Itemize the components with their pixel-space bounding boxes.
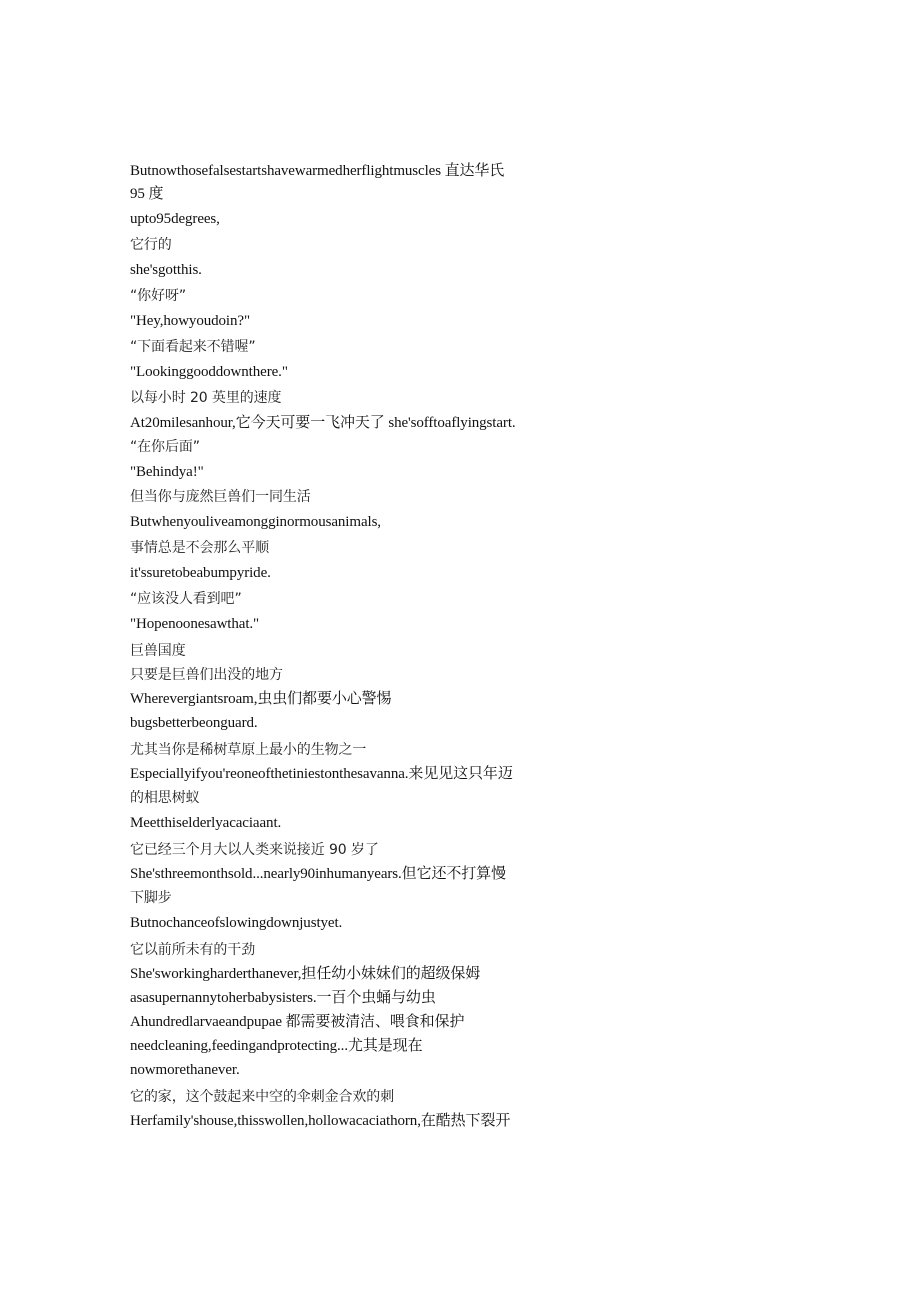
text-line: bugsbetterbeonguard. (130, 715, 258, 731)
text-line: “下面看起来不错喔” (130, 339, 256, 355)
text-line: At20milesanhour,它今天可要一飞冲天了 she'sofftoaflyingstart. (130, 415, 516, 431)
text-line: 它已经三个月大以人类来说接近 90 岁了 (130, 842, 379, 858)
text-line: 95 度 (130, 186, 164, 202)
text-line: 它的家，这个鼓起来中空的伞刺金合欢的刺 (130, 1089, 395, 1105)
text-line: "Lookinggooddownthere." (130, 364, 288, 380)
text-line: 的相思树蚁 (130, 790, 200, 806)
text-line: 它行的 (130, 237, 172, 253)
text-line: 只要是巨兽们出没的地方 (130, 667, 283, 683)
text-line: Wherevergiantsroam,虫虫们都要小心警惕 (130, 691, 392, 707)
text-line: needcleaning,feedingandprotecting...尤其是现在 (130, 1038, 423, 1054)
text-line: 尤其当你是稀树草原上最小的生物之一 (130, 742, 367, 758)
text-line: She'sthreemonthsold...nearly90inhumanyears.但它还不打算慢 (130, 866, 506, 882)
text-line: "Hey,howyoudoin?" (130, 313, 250, 329)
text-line: upto95degrees, (130, 211, 220, 227)
text-line: nowmorethanever. (130, 1062, 240, 1078)
text-line: Butnowthosefalsestartshavewarmedherflightmuscles 直达华氏 (130, 163, 505, 179)
text-line: asasupernannytoherbabysisters.一百个虫蛹与幼虫 (130, 990, 436, 1006)
text-line: 但当你与庞然巨兽们一同生活 (130, 489, 311, 505)
text-line: 事情总是不会那么平顺 (130, 540, 269, 556)
text-line: Herfamily'shouse,thisswollen,hollowacaciathorn,在酷热下裂开 (130, 1113, 511, 1129)
text-line: Butnochanceofslowingdownjustyet. (130, 915, 343, 931)
text-line: Butwhenyouliveamongginormousanimals, (130, 514, 381, 530)
text-line: it'ssuretobeabumpyride. (130, 565, 271, 581)
text-line: Meetthiselderlyacaciaant. (130, 815, 282, 831)
text-line: "Hopenoonesawthat." (130, 616, 260, 632)
text-line: “应该没人看到吧” (130, 591, 242, 607)
text-line: 它以前所未有的干劲 (130, 942, 256, 958)
text-line: 以每小时 20 英里的速度 (130, 390, 282, 406)
text-line: She'sworkingharderthanever,担任幼小妹妹们的超级保姆 (130, 966, 481, 982)
text-line: “你好呀” (130, 288, 187, 304)
text-line: "Behindya!" (130, 464, 204, 480)
text-line: Ahundredlarvaeandpupae 都需要被清洁、喂食和保护 (130, 1014, 465, 1030)
text-line: 下脚步 (130, 890, 172, 906)
text-line: 巨兽国度 (130, 643, 186, 659)
text-line: Especiallyifyou'reoneofthetiniestonthesavanna.来见见这只年迈 (130, 766, 513, 782)
text-line: “在你后面” (130, 439, 200, 455)
text-line: she'sgotthis. (130, 262, 202, 278)
